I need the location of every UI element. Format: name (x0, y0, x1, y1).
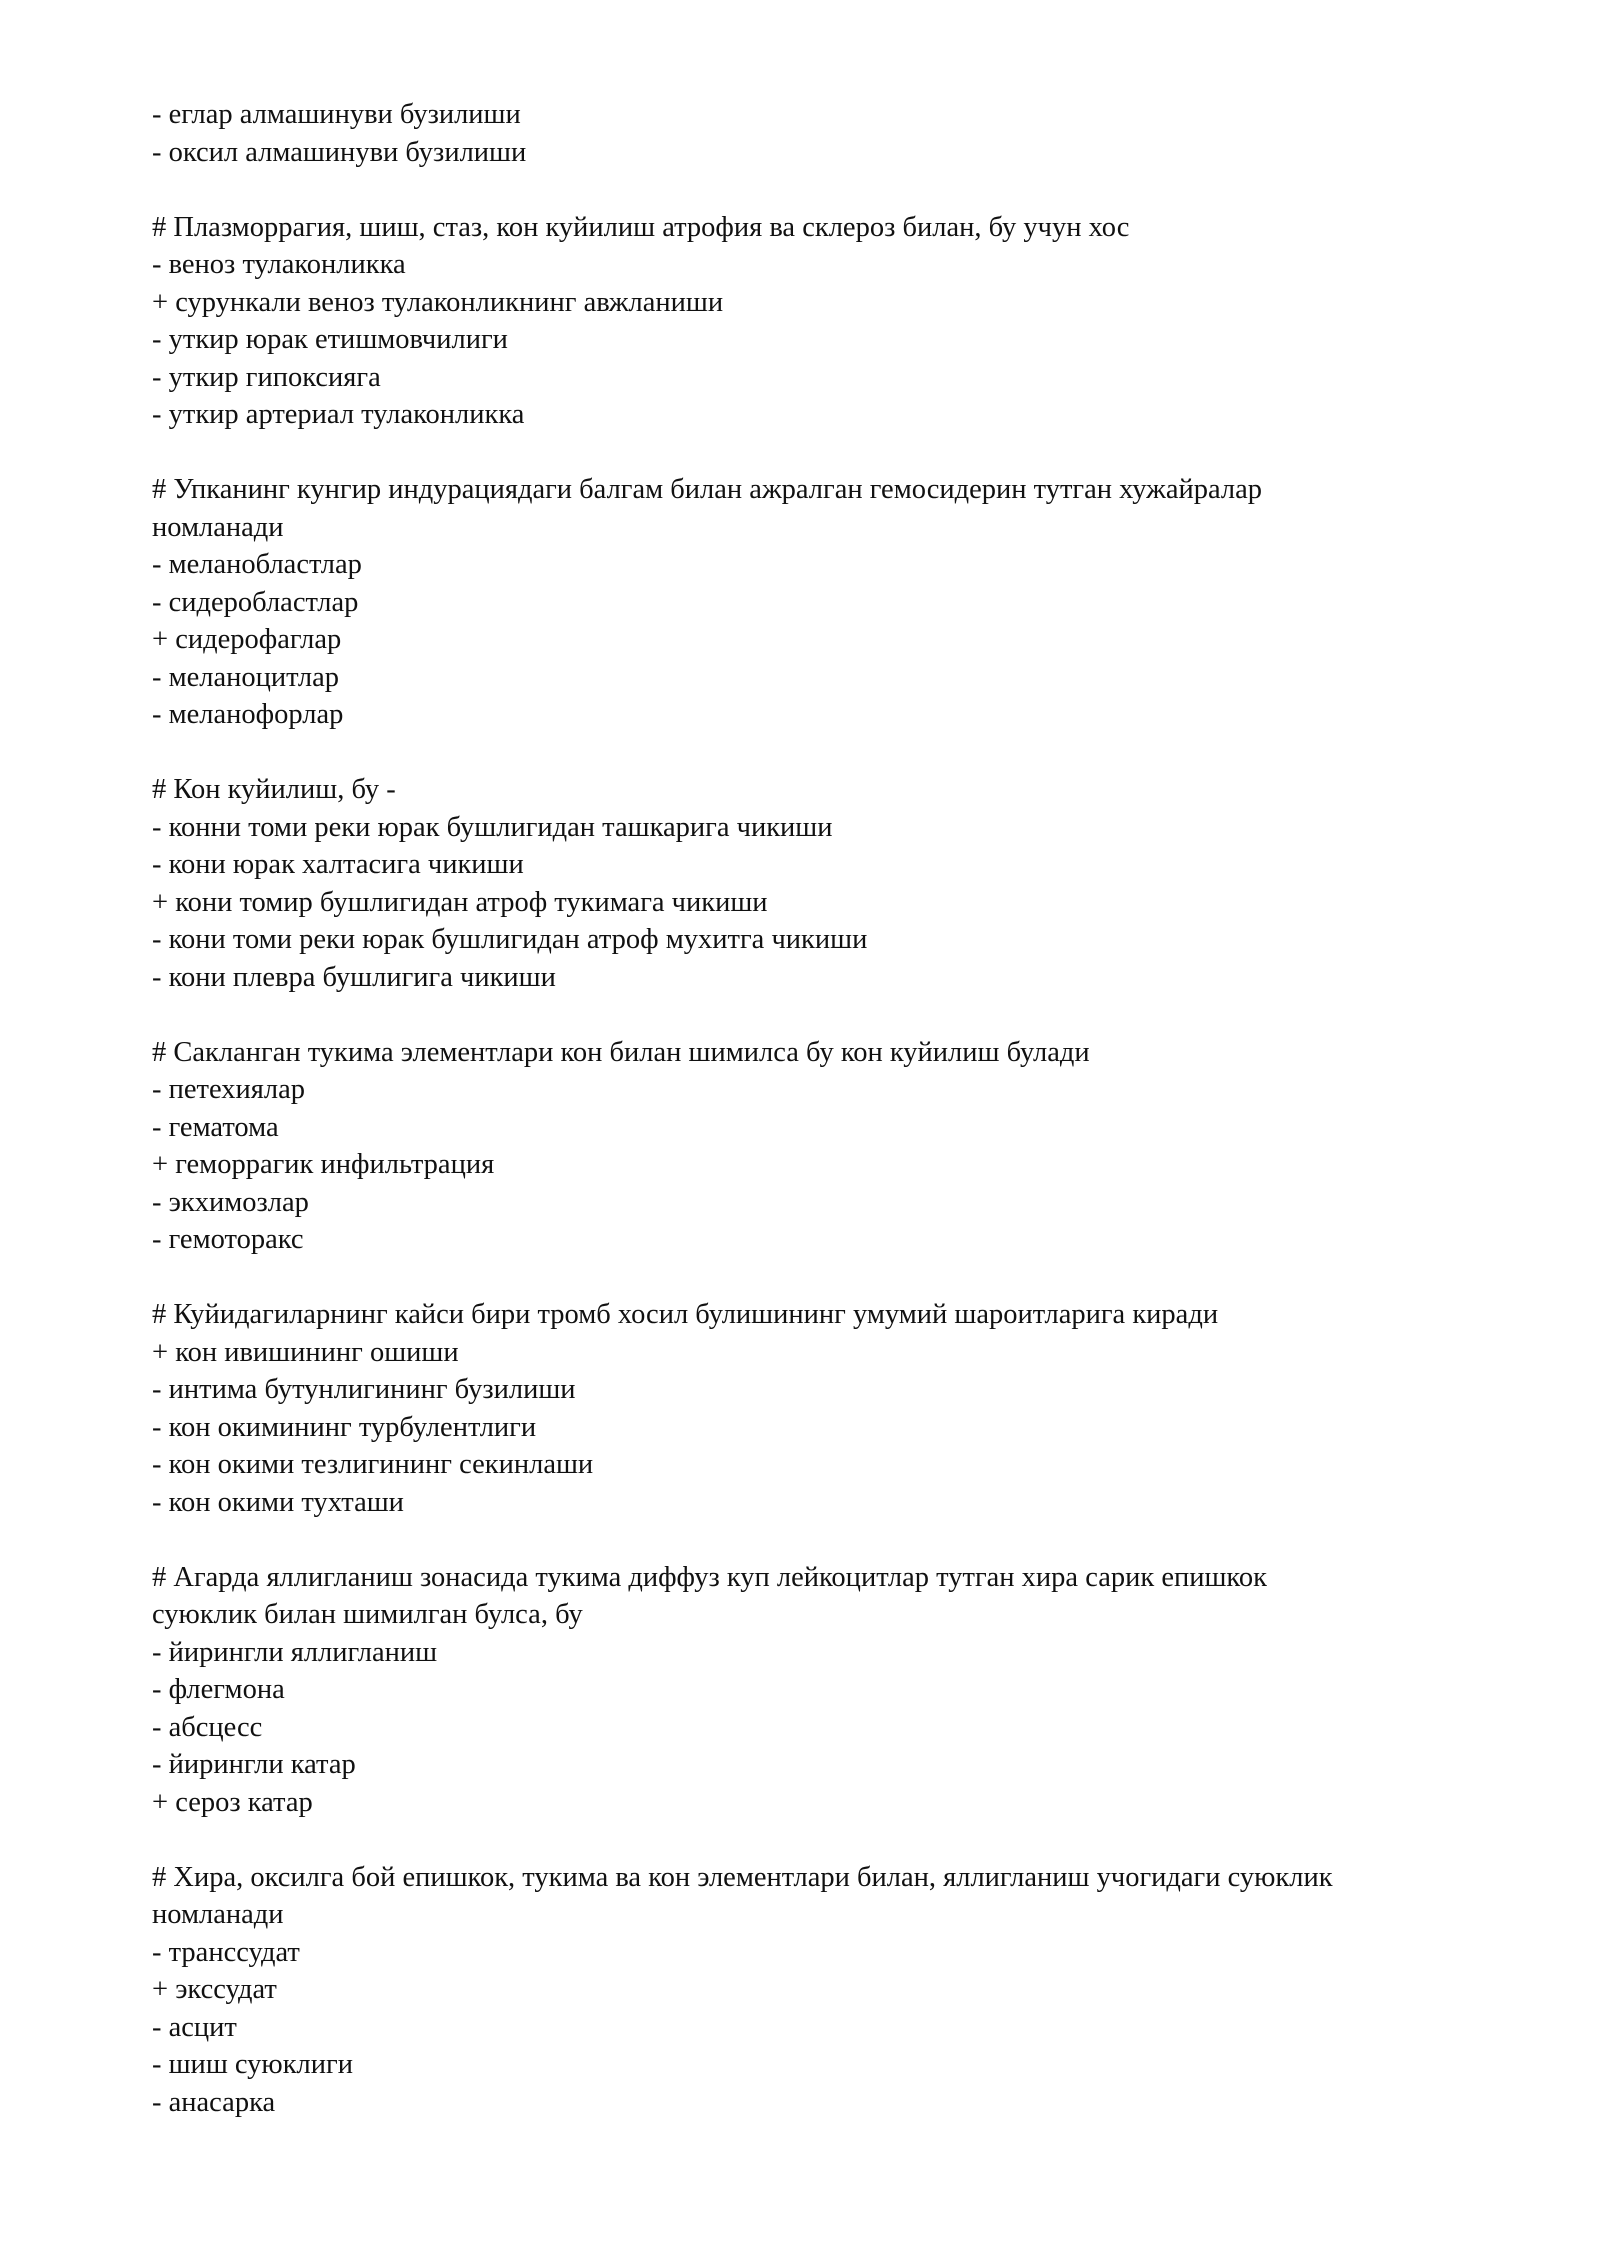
answer-option: - транссудат (152, 1936, 300, 1968)
answer-option: - кони плевра бушлигига чикиши (152, 961, 556, 993)
question-text: # Хира, оксилга бой епишкок, тукима ва кон элементлари билан, яллигланиш учогидаги суюклик (152, 1861, 1333, 1893)
document-page (152, 96, 1522, 2159)
answer-option: - уткир артериал тулаконликка (152, 399, 525, 430)
question-block-7 (152, 1859, 1522, 2122)
answer-option: - кон окимининг турбулентлиги (152, 1411, 537, 1443)
answer-option: - йирингли катар (152, 1749, 356, 1780)
question-block-1 (152, 209, 1522, 434)
answer-option-correct: + сидерофаглар (152, 624, 342, 655)
answer-option: - меланоцитлар (152, 661, 340, 693)
answer-option: - шиш суюклиги (152, 2049, 353, 2080)
intro-block (152, 96, 1522, 171)
answer-option: - конни томи реки юрак бушлигидан ташкарига чикиши (152, 811, 833, 843)
answer-option: - петехиялар (152, 1074, 305, 1105)
answer-option: - кони томи реки юрак бушлигидан атроф мухитга чикиши (152, 924, 868, 955)
answer-option: - еглар алмашинуви бузилиши (152, 99, 521, 130)
question-block-3 (152, 771, 1522, 996)
answer-option: - асцит (152, 2011, 237, 2043)
answer-option: - кон окими тезлигининг секинлаши (152, 1449, 594, 1480)
answer-option: - сидеробластлар (152, 586, 359, 618)
answer-option: - кони юрак халтасига чикиши (152, 849, 524, 880)
answer-option: - кон окими тухташи (152, 1486, 404, 1518)
question-block-6 (152, 1559, 1522, 1822)
answer-option: - меланобластлар (152, 549, 362, 580)
question-text: # Упканинг кунгир индурациядаги балгам билан ажралган гемосидерин тутган хужайралар (152, 474, 1263, 505)
question-text: # Плазморрагия, шиш, стаз, кон куйилиш атрофия ва склероз билан, бу учун хос (152, 211, 1130, 243)
question-text: # Агарда яллигланиш зонасида тукима диффуз куп лейкоцитлар тутган хира сарик епишкок (152, 1561, 1267, 1593)
answer-option: - оксил алмашинуви бузилиши (152, 136, 527, 168)
answer-option: - веноз тулаконликка (152, 249, 406, 280)
answer-option: - уткир гипоксияга (152, 361, 381, 393)
answer-option-correct: + сурункали веноз тулаконликнинг авжланиши (152, 286, 724, 318)
question-block-5 (152, 1296, 1522, 1521)
question-text: # Куйидагиларнинг кайси бири тромб хосил булишининг умумий шароитларига киради (152, 1299, 1219, 1330)
question-text-continuation: суюклик билан шимилган булса, бу (152, 1599, 583, 1630)
question-block-4 (152, 1034, 1522, 1259)
answer-option-correct: + сероз катар (152, 1786, 313, 1818)
answer-option-correct: + кони томир бушлигидан атроф тукимага чикиши (152, 886, 768, 918)
answer-option: - гематома (152, 1111, 279, 1143)
answer-option: - абсцесс (152, 1711, 263, 1743)
answer-option: - йирингли яллигланиш (152, 1636, 438, 1668)
answer-option: - меланофорлар (152, 699, 344, 730)
answer-option: - экхимозлар (152, 1186, 309, 1218)
answer-option: - анасарка (152, 2086, 276, 2118)
question-text-continuation: номланади (152, 511, 284, 543)
question-text: # Сакланган тукима элементлари кон билан шимилса бу кон куйилиш булади (152, 1036, 1090, 1068)
question-text-continuation: номланади (152, 1899, 284, 1930)
question-text: # Кон куйилиш, бу - (152, 774, 396, 805)
answer-option-correct: + геморрагик инфильтрация (152, 1149, 495, 1180)
answer-option: - уткир юрак етишмовчилиги (152, 324, 508, 355)
answer-option: - гемоторакс (152, 1224, 304, 1255)
answer-option: - интима бутунлигининг бузилиши (152, 1374, 576, 1405)
answer-option-correct: + кон ивишининг ошиши (152, 1336, 459, 1368)
question-block-2 (152, 471, 1522, 734)
answer-option: - флегмона (152, 1674, 285, 1705)
answer-option-correct: + экссудат (152, 1974, 277, 2005)
